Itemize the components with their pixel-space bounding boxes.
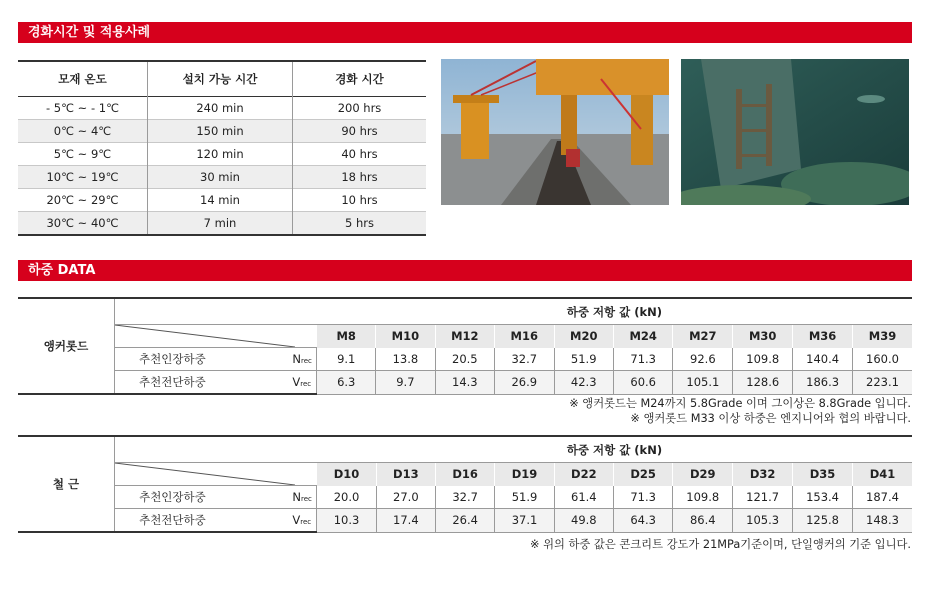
value-cell: 27.0 [376, 486, 435, 509]
value-cell: 140.4 [793, 348, 853, 371]
note-line: ※ 위의 하중 값은 콘크리트 강도가 21MPa기준이며, 단일앵커의 기준 입니다. [530, 538, 911, 551]
table-cell: 30℃ ~ 40℃ [18, 212, 148, 236]
anchor-notes [569, 396, 911, 426]
value-cell: 20.0 [317, 486, 376, 509]
tension-label: 추천인장하중 [115, 486, 293, 509]
column-header: 설치 가능 시간 [148, 61, 293, 97]
table-header-row [18, 61, 426, 97]
value-cell: 128.6 [733, 371, 793, 395]
value-cell: 6.3 [317, 371, 376, 395]
load-header: 하중 저항 값 (kN) [317, 436, 912, 463]
diagonal-cell [115, 325, 317, 348]
size-header: D29 [673, 463, 733, 486]
value-cell: 71.3 [613, 486, 672, 509]
shear-symbol: Vrec [292, 509, 316, 533]
size-header: M39 [853, 325, 912, 348]
size-header: M8 [317, 325, 376, 348]
note-line: ※ 앵커롯드는 M24까지 5.8Grade 이며 그이상은 8.8Grade 입니다. [569, 397, 911, 410]
diagonal-cell [115, 463, 317, 486]
value-cell: 109.8 [733, 348, 793, 371]
table-cell: 240 min [148, 97, 293, 120]
value-cell: 105.1 [673, 371, 733, 395]
value-cell: 20.5 [435, 348, 494, 371]
value-cell: 51.9 [554, 348, 613, 371]
table-row [18, 120, 426, 143]
note-line: ※ 앵커롯드 M33 이상 하중은 엔지니어와 협의 바랍니다. [630, 412, 911, 425]
tension-symbol: Nrec [292, 486, 316, 509]
table-cell: 150 min [148, 120, 293, 143]
value-cell: 26.4 [436, 509, 495, 533]
size-header: M24 [613, 325, 672, 348]
size-header: M10 [376, 325, 435, 348]
value-cell: 125.8 [793, 509, 853, 533]
table-cell: 18 hrs [293, 166, 427, 189]
table-row [18, 189, 426, 212]
size-header: M16 [495, 325, 554, 348]
load-header: 하중 저항 값 (kN) [317, 298, 912, 325]
table-cell: - 5℃ ~ - 1℃ [18, 97, 148, 120]
size-header: D41 [852, 463, 912, 486]
column-header: 경화 시간 [335, 72, 384, 86]
value-cell: 186.3 [793, 371, 853, 395]
value-cell: 105.3 [733, 509, 793, 533]
shear-label: 추천전단하중 [115, 371, 293, 395]
size-header: D22 [554, 463, 613, 486]
value-cell: 13.8 [376, 348, 435, 371]
table-cell: 7 min [148, 212, 293, 236]
shear-symbol: Vrec [292, 371, 316, 395]
table-row [18, 97, 426, 120]
value-cell: 223.1 [853, 371, 912, 395]
value-cell: 17.4 [376, 509, 435, 533]
value-cell: 49.8 [554, 509, 613, 533]
value-cell: 9.1 [317, 348, 376, 371]
section-title-load: 하중 DATA [18, 260, 912, 281]
value-cell: 10.3 [317, 509, 376, 533]
value-cell: 160.0 [853, 348, 912, 371]
tension-symbol: Nrec [292, 348, 316, 371]
value-cell: 187.4 [852, 486, 912, 509]
value-cell: 153.4 [793, 486, 853, 509]
size-header: D13 [376, 463, 435, 486]
underwater-anchor-photo [681, 59, 909, 205]
value-cell: 42.3 [554, 371, 613, 395]
value-cell: 37.1 [495, 509, 554, 533]
table-cell: 20℃ ~ 29℃ [18, 189, 148, 212]
size-header: D35 [793, 463, 853, 486]
size-header: D16 [436, 463, 495, 486]
shear-label: 추천전단하중 [115, 509, 293, 533]
size-header: M27 [673, 325, 733, 348]
value-cell: 92.6 [673, 348, 733, 371]
value-cell: 86.4 [673, 509, 733, 533]
value-cell: 32.7 [436, 486, 495, 509]
table-cell: 14 min [148, 189, 293, 212]
value-cell: 71.3 [613, 348, 672, 371]
value-cell: 32.7 [495, 348, 554, 371]
size-header: M20 [554, 325, 613, 348]
value-cell: 60.6 [613, 371, 672, 395]
value-cell: 26.9 [495, 371, 554, 395]
curing-time-table [18, 60, 426, 236]
rebar-load-table [18, 435, 912, 533]
section-title-curing: 경화시간 및 적용사례 [18, 22, 912, 43]
size-header: M30 [733, 325, 793, 348]
table-cell: 30 min [148, 166, 293, 189]
size-header: D19 [495, 463, 554, 486]
table-row [18, 143, 426, 166]
value-cell: 121.7 [733, 486, 793, 509]
table-cell: 90 hrs [293, 120, 427, 143]
table-cell: 10 hrs [293, 189, 427, 212]
row-label-rebar: 철 근 [18, 436, 115, 532]
table-cell: 120 min [148, 143, 293, 166]
table-cell: 40 hrs [293, 143, 427, 166]
value-cell: 61.4 [554, 486, 613, 509]
size-header: D10 [317, 463, 376, 486]
value-cell: 109.8 [673, 486, 733, 509]
table-cell: 200 hrs [293, 97, 427, 120]
column-header: 모재 온도 [18, 61, 148, 97]
table-cell: 0℃ ~ 4℃ [18, 120, 148, 143]
table-cell: 10℃ ~ 19℃ [18, 166, 148, 189]
value-cell: 51.9 [495, 486, 554, 509]
row-label-anchor: 앵커롯드 [18, 298, 115, 394]
table-row [18, 212, 426, 236]
value-cell: 148.3 [852, 509, 912, 533]
size-header: D25 [613, 463, 672, 486]
size-header: M36 [793, 325, 853, 348]
value-cell: 9.7 [376, 371, 435, 395]
value-cell: 64.3 [613, 509, 672, 533]
table-cell: 5 hrs [293, 212, 427, 236]
tension-label: 추천인장하중 [115, 348, 293, 371]
crane-rail-photo [441, 59, 669, 205]
table-cell: 5℃ ~ 9℃ [18, 143, 148, 166]
table-row [18, 166, 426, 189]
size-header: M12 [435, 325, 494, 348]
anchor-load-table [18, 297, 912, 395]
rebar-notes [530, 537, 911, 552]
value-cell: 14.3 [435, 371, 494, 395]
size-header: D32 [733, 463, 793, 486]
